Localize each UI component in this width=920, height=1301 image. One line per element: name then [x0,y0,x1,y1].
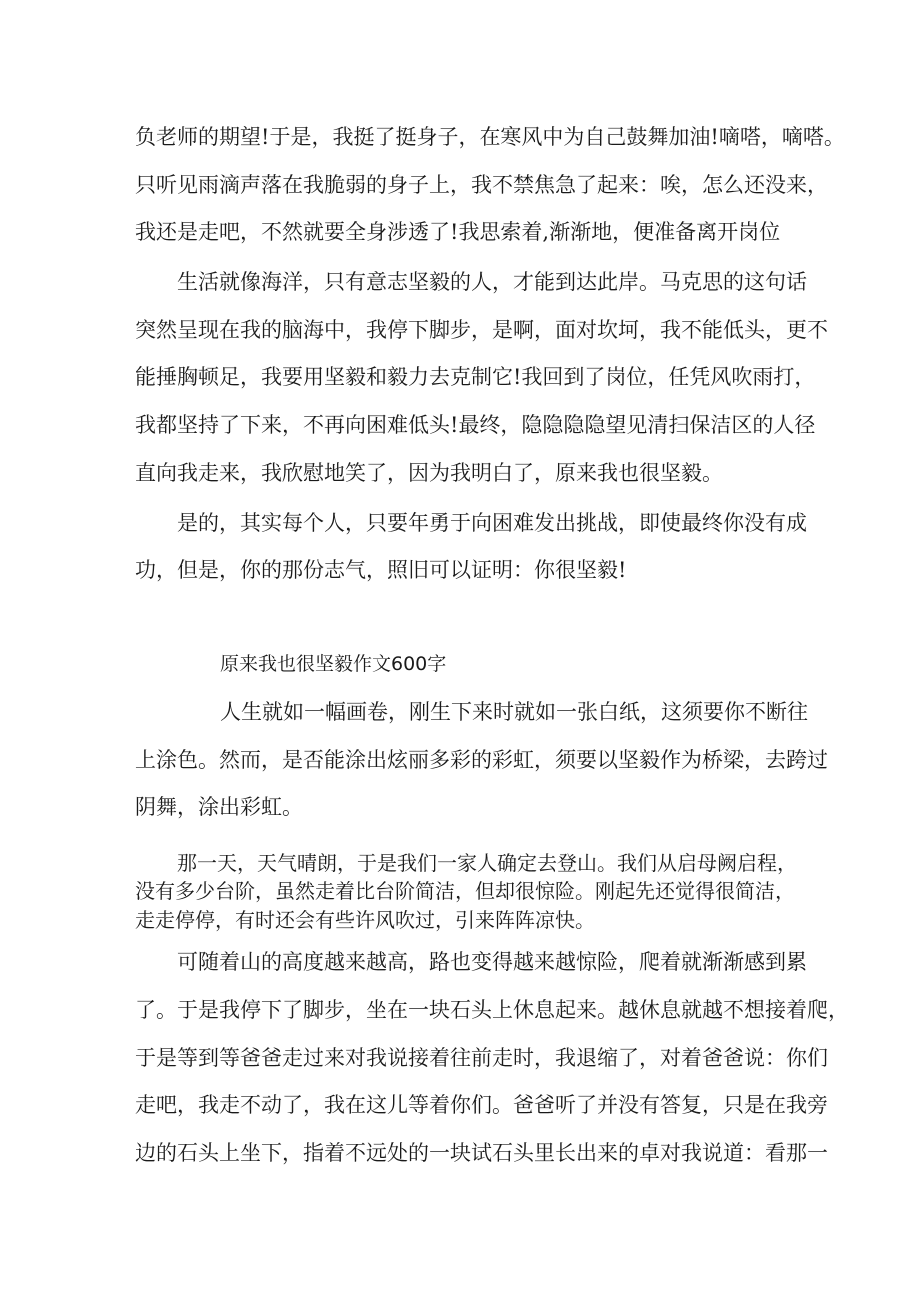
text-line: 生活就像海洋，只有意志坚毅的人，才能到达此岸。马克思的这句话 [177,270,807,294]
text-line: 突然呈现在我的脑海中，我停下脚步，是啊，面对坎坷，我不能低头，更不 [135,318,828,342]
text-line: 于是等到等爸爸走过来对我说接着往前走时，我退缩了，对着爸爸说：你们 [135,1046,828,1070]
text-line: 是的，其实每个人，只要年勇于向困难发出挑战，即使最终你没有成 [177,511,807,535]
text-line: 上涂色。然而，是否能涂出炫丽多彩的彩虹，须要以坚毅作为桥梁，去跨过 [135,748,828,772]
text-line: 只听见雨滴声落在我脆弱的身子上，我不禁焦急了起来：唉，怎么还没来， [135,173,828,197]
text-line: 我都坚持了下来，不再向困难低头!最终，隐隐隐隐望见清扫保洁区的人径 [135,413,816,437]
text-line: 负老师的期望!于是，我挺了挺身子，在寒风中为自己鼓舞加油!嘀嗒，嘀嗒。 [135,125,845,149]
text-line: 阴舞，涂出彩虹。 [135,795,303,819]
text-line: 直向我走来，我欣慰地笑了，因为我明白了，原来我也很坚毅。 [135,461,723,485]
article-title: 原来我也很坚毅作文600字 [220,653,447,675]
text-line: 走走停停，有时还会有些许风吹过，引来阵阵凉快。 [135,908,595,932]
text-line: 那一天，天气晴朗，于是我们一家人确定去登山。我们从启母阙启程， [177,851,797,875]
text-line: 可随着山的高度越来越高，路也变得越来越惊险，爬着就渐渐感到累 [177,950,807,974]
text-line: 走吧，我走不动了，我在这儿等着你们。爸爸听了并没有答复，只是在我旁 [135,1093,828,1117]
text-line: 人生就如一幅画卷，刚生下来时就如一张白纸，这须要你不断往 [220,700,808,724]
text-line: 了。于是我停下了脚步，坐在一块石头上休息起来。越休息就越不想接着爬， [135,998,849,1022]
text-line: 功，但是，你的那份志气，照旧可以证明：你很坚毅! [135,558,627,582]
text-line: 能捶胸顿足，我要用坚毅和毅力去克制它!我回到了岗位，任凭风吹雨打， [135,365,816,389]
text-line: 边的石头上坐下，指着不远处的一块试石头里长出来的卓对我说道：看那一 [135,1141,828,1165]
text-line: 没有多少台阶，虽然走着比台阶简洁，但却很惊险。刚起先还觉得很简洁， [135,879,795,903]
text-line: 我还是走吧，不然就要全身涉透了!我思索着,渐渐地，便准备离开岗位 [135,220,781,244]
